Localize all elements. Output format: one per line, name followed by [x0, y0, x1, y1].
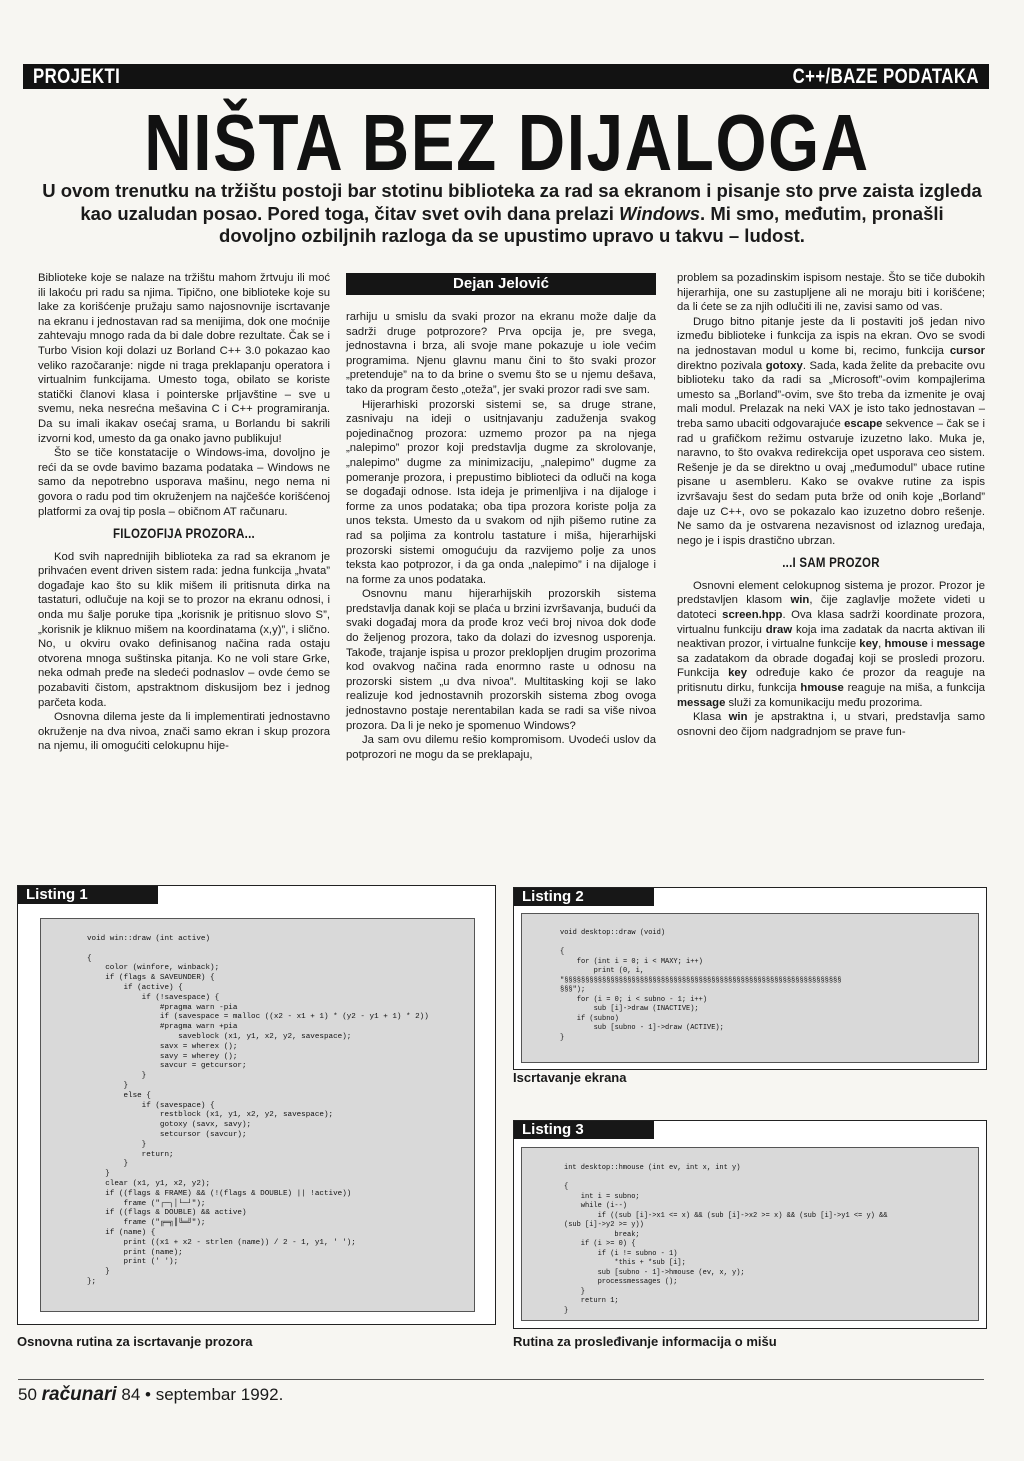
paragraph: Klasa win je apstraktna i, u stvari, predstavlja samo osnovni deo čijom nadgradnjom se prave fun- [677, 711, 985, 738]
column-3 [677, 271, 985, 739]
subheading: FILOZOFIJA PROZORA... [112, 526, 256, 542]
listing-title: Listing 2 [514, 888, 654, 906]
listing-title: Listing 1 [18, 886, 158, 904]
subheading: ...I SAM PROZOR [782, 555, 880, 571]
paragraph: rarhiju u smislu da svaki prozor na ekranu može dalje da sadrži druge potprozore? Prva opcija je, pre svega, jednostavna i brza, ali svoje mane pokazuje u iole većim programima. Njenu glavnu manu čini to što svaki prozor „pretenduje” na to da brine o svemu što se u njemu dešava, tako da program često „oteža”, jer svaki prozor radi sve sam. [346, 311, 656, 396]
paragraph: Biblioteke koje se nalaze na tržištu mahom žrtvuju ili moć ili lakoću pri radu sa njima. Tipično, one biblioteke koje su lake za korišćenje pružaju samo najosnovnije iscrtavanje na ekranu i jednostavan rad sa menijima, dok one moćnije zahtevaju mnogo rada da bi dale dobre rezultate. Čak se i Turbo Vision koji dolazi uz Borland C++ 3.0 pokazao kao veliko razočaranje: nigde ni traga preklapanju operatora i virtualnim funkcijama. Umesto toga, obilato se koriste statički članovi klasa i pointerske prljavštine – sve u svemu, neka nesrećna mešavina C i C++ programiranja. Da su imali ikakav osećaj srama, u Borlandu bi sakrili izvorni kod, umesto da ga onako javno publikuju! [38, 272, 330, 445]
paragraph: Hijerarhiski prozorski sistemi se, sa druge strane, zasnivaju na ideji o usitnjavanju zaduženja svakog pojedinačnog prozora: uzmemo prozor pa na njega „nalepimo” prozor koji predstavlja dugme za skrolovanje, „nalepimo” dugme za minimizaciju, „nalepimo” dugme za pomeranje prozora, i prepustimo biblioteci da odluči na koga se događaji odnose. Ista ideja je primenljiva i na dijaloge i forme za unos podataka; oba tipa prozora koriste polja za unos teksta. Umesto da u svakom od njih pišemo rutine za rad sa poljima za kontrolu tastature i miša, hijerarhijski prozorski sistemi omogućuju da razvijemo polje za unos teksta kao potprozor, i da ga onda „nalepimo” i na dijaloge i na forme za unos podataka. [346, 398, 656, 586]
paragraph: Kod svih naprednijih biblioteka za rad sa ekranom je prihvaćen event driven sistem rada: jedna funkcija „hvata” događaje kao što su klik mišem ili pritisnuta dirka na tastaturi, odlučuje na koji se to prozor na ekranu odnosi, i onda mu šalje poruke tipa „korisnik je pritisnuo slovo S”, „korisnik je kliknuo mišem na koordinatama (x,y)”, i slično. No, u okviru ovako definisanog načina rada ostaju otvorena mnoga suštinska pitanja. Ko ne voli stare Grke, neka odmah pređe na sledeći podnaslov – ovde ćemo se pozabaviti čistom, apstraktnom diskusijom bez i jednog parčeta koda. [38, 550, 330, 709]
listing-title: Listing 3 [514, 1121, 654, 1139]
listing-2 [513, 887, 987, 1070]
section-topic: C++/BAZE PODATAKA [792, 65, 979, 88]
column-1 [38, 271, 330, 754]
listing-caption: Iscrtavanje ekrana [513, 1070, 627, 1085]
paragraph: problem sa pozadinskim ispisom nestaje. Što se tiče dubokih hijerarhija, one su zastupljene ali ne moraju biti i korišćene; da li ćete se za njih odlučiti ili ne, zavisi samo od vas. [677, 272, 985, 314]
listing-caption: Rutina za prosleđivanje informacija o mišu [513, 1334, 777, 1349]
code-box [521, 913, 979, 1063]
listing-3 [513, 1120, 987, 1329]
paragraph: Drugo bitno pitanje jeste da li postaviti još jedan nivo između biblioteke i funkcija za ispis na ekran. Ovo se svodi na jednostavan modul u kome bi, recimo, funkcija cursor direktno pozivala gotoxy. Sada, kada želite da prebacite ovu biblioteku tako da radi sa „Microsoft”-ovim kompajlerima umesto sa „Borland”-ovim, sve što treba da izmenite je ovaj mali modul. Prelazak na neki VAX je isto tako jednostavan – treba samo ubaciti odgovarajuće escape sekvence – čak se i rad u grafičkom režimu ostvaruje izuzetno lako. Muka je, naravno, to što ovakva redirekcija opet usporava ceo sistem. Rešenje je da se direktno u ovaj „međumodul” ubace rutine pisane u asembleru. Kako se ovakve rutine za ispis izvršavaju šest do sedam puta brže od onih koje „Borland” daje uz C++, ovo se pokazalo kao izuzetno dobro rešenje. Ne samo da je ostvarena nezavisnost od izlaznog uređaja, nego je i ispis drastično ubrzan. [677, 315, 985, 547]
paragraph: Osnovnu manu hijerarhijskih prozorskih sistema predstavlja danak koji se plaća u brzini izvršavanja, budući da svaki događaj mora da prođe kroz veći broj nivoa dok dođe do željenog prozora, tako da dolazi do izvesnog usporenja. Takođe, trajanje ispisa u prozor preklopljen drugim prozorima kod ovakvog načina rada enormno raste u odnosu na prozorski sistem „u dva nivoa”. Multitasking koji se lako realizuje kod jednostavnih prozorskih sistema zbog ovoga jednostavno postaje nerentabilan kada se radi sa više nivoa prozora. Da li je neko je spomenuo Windows? [346, 588, 656, 732]
article-lead: U ovom trenutku na tržištu postoji bar stotinu biblioteka za rad sa ekranom i pisanje sto prve zaista izgleda kao uzaludan posao. Pored toga, čitav svet ovih dana prelazi Windows. Mi smo, međutim, pronašli dovoljno ozbiljnih razloga da se upustimo upravo u takvu – ludost. [42, 180, 982, 246]
bullet: • [145, 1385, 151, 1404]
code-block: void desktop::draw (void) { for (int i = 0; i < MAXY; i++) print (0, i, "§§§§§§§§§§§§§§§§§§§§§§§§§§§§§§§§§§§§§§§§§§§§§§§§§§§§§§§§§§§§§§§§§§ §§§"); for (i = 0; i < subno - 1; i++) sub [i]->draw (INACTIVE); if (subno) sub [subno - 1]->draw (ACTIVE); } [560, 929, 842, 1042]
code-block: int desktop::hmouse (int ev, int x, int y) { int i = subno; while (i--) if ((sub [i]->x1 <= x) && (sub [i]->x2 >= x) && (sub [i]->y1 <= y) && (sub [i]->y2 >= y)) break; if (i >= 0) { if (i != subno - 1) *this + *sub [i]; sub [subno - 1]->hmouse (ev, x, y); processmessages (); } return 1; } [564, 1164, 888, 1315]
footer-rule [18, 1379, 984, 1380]
code-box [521, 1147, 979, 1321]
column-2 [346, 310, 656, 762]
section-bar [23, 64, 989, 89]
author-byline: Dejan Jelović [346, 273, 656, 295]
section-label: PROJEKTI [33, 65, 121, 88]
code-block: void win::draw (int active) { color (winfore, winback); if (flags & SAVEUNDER) { if (active) { if (!savespace) { #pragma warn -pia if (savespace = malloc ((x2 - x1 + 1) * (y2 - y1 + 1) * 2)) #pragma warn +pia saveblock (x1, y1, x2, y2, savespace); savx = wherex (); savy = wherey (); savcur = getcursor; } } else { if (savespace) { restblock (x1, y1, x2, y2, savespace); gotoxy (savx, savy); setcursor (savcur); } return; } } clear (x1, y1, x2, y2); if ((flags & FRAME) && (!(flags & DOUBLE) || !active)) frame ("┌─┐│└─┘"); if ((flags & DOUBLE) && active) frame ("╔═╗║╚═╝"); if (name) { print ((x1 + x2 - strlen (name)) / 2 - 1, y1, ' '); print (name); print (' '); } }; [87, 935, 429, 1286]
listing-caption: Osnovna rutina za iscrtavanje prozora [17, 1334, 253, 1349]
issue-date: septembar 1992. [155, 1385, 284, 1404]
magazine-name: računari [41, 1384, 117, 1405]
paragraph: Ja sam ovu dilemu rešio kompromisom. Uvodeći uslov da potprozori ne mogu da se preklapaju, [346, 734, 656, 761]
issue-number: 84 [121, 1385, 141, 1404]
paragraph: Osnovna dilema jeste da li implementirati jednostavno okruženje na dva nivoa, znači samo ekran i skup prozora na njemu, ili omogućiti celokupnu hije- [38, 711, 330, 753]
code-box [40, 918, 475, 1312]
paragraph: Osnovni element celokupnog sistema je prozor. Prozor je predstavljen klasom win, čije zaglavlje možete videti u datoteci screen.hpp. Ova klasa sadrži koordinate prozora, virtualnu funkciju draw koja ima zadatak da nacrta aktivan ili neaktivan prozor, i virtualne funkcije key, hmouse i message sa zadatakom da obrade događaj koji se prosledi prozoru. Funkcija key određuje kako će prozor da reaguje na pritisnutu dirku, funkcija hmouse reaguje na miša, a funkcija message služi za komunikaciju među prozorima. [677, 579, 985, 709]
paragraph: Što se tiče konstatacije o Windows-ima, dovoljno je reći da se ovde bavimo bazama podataka – Windows ne samo da nepotrebno usporava mašinu, nego nema ni govora o radu pod tim okruženjem na najčešće korišćenoj platformi za ovaj tip posla – običnom AT računaru. [38, 447, 330, 518]
listing-1 [17, 885, 496, 1325]
page-footer [18, 1384, 283, 1406]
page-number: 50 [18, 1385, 37, 1404]
article-title: NIŠTA BEZ DIJALOGA [144, 98, 870, 187]
